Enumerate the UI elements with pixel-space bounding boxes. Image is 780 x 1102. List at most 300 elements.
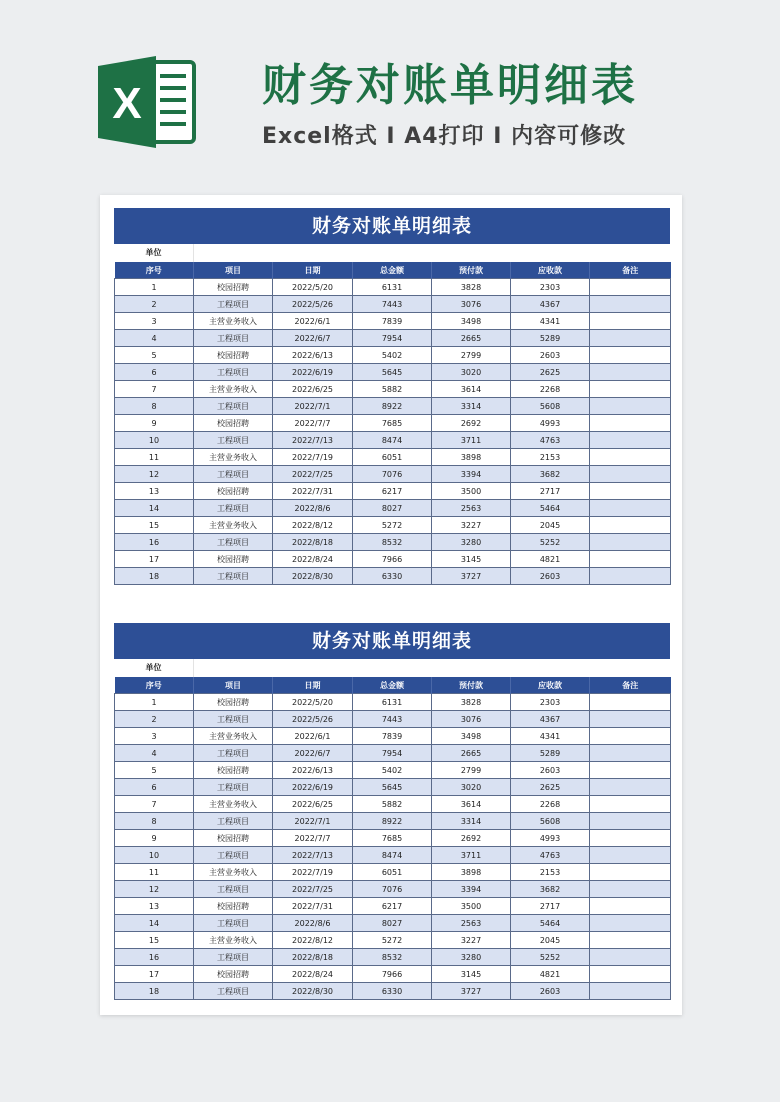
table-cell[interactable]: 3498 (432, 728, 511, 745)
table-cell[interactable]: 2603 (511, 762, 590, 779)
table-cell[interactable]: 2799 (432, 762, 511, 779)
table-cell[interactable] (590, 813, 671, 830)
table-cell[interactable]: 3682 (511, 881, 590, 898)
table-cell[interactable]: 3727 (432, 983, 511, 1000)
table-cell[interactable]: 6217 (353, 898, 432, 915)
column-header[interactable]: 预付款 (432, 677, 511, 694)
table-cell[interactable]: 2022/7/13 (273, 432, 353, 449)
table-cell[interactable]: 7 (115, 796, 194, 813)
table-cell[interactable]: 校园招聘 (194, 762, 273, 779)
table-cell[interactable] (590, 915, 671, 932)
table-cell[interactable]: 3394 (432, 881, 511, 898)
table-cell[interactable]: 12 (115, 466, 194, 483)
table-cell[interactable] (590, 432, 671, 449)
table-cell[interactable]: 5464 (511, 500, 590, 517)
table-cell[interactable]: 校园招聘 (194, 966, 273, 983)
table-cell[interactable]: 工程项目 (194, 949, 273, 966)
table-cell[interactable]: 2022/6/1 (273, 313, 353, 330)
table-cell[interactable]: 2022/6/19 (273, 364, 353, 381)
table-cell[interactable]: 工程项目 (194, 813, 273, 830)
table-cell[interactable]: 工程项目 (194, 330, 273, 347)
table-cell[interactable]: 3500 (432, 483, 511, 500)
table-row (115, 711, 671, 728)
table-cell[interactable]: 8532 (353, 949, 432, 966)
table-cell[interactable]: 2022/5/20 (273, 279, 353, 296)
table-cell[interactable]: 6 (115, 364, 194, 381)
table-cell[interactable]: 2022/7/31 (273, 483, 353, 500)
table-cell[interactable]: 7966 (353, 551, 432, 568)
table-cell[interactable]: 3711 (432, 432, 511, 449)
table-cell[interactable]: 校园招聘 (194, 483, 273, 500)
table-cell[interactable]: 3614 (432, 381, 511, 398)
table-cell[interactable]: 2717 (511, 898, 590, 915)
table-cell[interactable]: 工程项目 (194, 432, 273, 449)
table-cell[interactable] (590, 728, 671, 745)
table-row (115, 694, 671, 711)
table-cell[interactable]: 2665 (432, 330, 511, 347)
table-cell[interactable]: 4341 (511, 313, 590, 330)
table-cell[interactable]: 2268 (511, 796, 590, 813)
table-cell[interactable]: 2022/7/25 (273, 881, 353, 898)
table-cell[interactable]: 校园招聘 (194, 694, 273, 711)
table-cell[interactable]: 17 (115, 966, 194, 983)
table-cell[interactable]: 工程项目 (194, 534, 273, 551)
table-row (115, 966, 671, 983)
table-row (115, 279, 671, 296)
table-cell[interactable]: 5252 (511, 534, 590, 551)
table-cell[interactable]: 2022/7/7 (273, 830, 353, 847)
table-row (115, 517, 671, 534)
table-cell[interactable]: 8027 (353, 915, 432, 932)
table-cell[interactable]: 2022/7/25 (273, 466, 353, 483)
header-row (115, 262, 671, 279)
table-cell[interactable] (590, 711, 671, 728)
table-cell[interactable]: 4 (115, 330, 194, 347)
table-cell[interactable] (590, 313, 671, 330)
column-header[interactable]: 序号 (115, 262, 194, 279)
table-cell[interactable]: 3898 (432, 449, 511, 466)
column-header[interactable]: 项目 (194, 262, 273, 279)
table-cell[interactable]: 5272 (353, 517, 432, 534)
table-cell[interactable] (590, 796, 671, 813)
excel-logo-icon (98, 54, 198, 150)
table-cell[interactable]: 3076 (432, 296, 511, 313)
table-cell[interactable]: 5608 (511, 398, 590, 415)
table-row (115, 347, 671, 364)
table-row (115, 568, 671, 585)
table-cell[interactable]: 4367 (511, 296, 590, 313)
table-cell[interactable] (590, 415, 671, 432)
table-cell[interactable]: 4821 (511, 966, 590, 983)
table-cell[interactable]: 2022/6/1 (273, 728, 353, 745)
table-row (115, 466, 671, 483)
page-header (0, 0, 780, 190)
table-cell[interactable]: 工程项目 (194, 847, 273, 864)
table-cell[interactable]: 6051 (353, 449, 432, 466)
table-cell[interactable] (590, 745, 671, 762)
table-row (115, 796, 671, 813)
table-cell[interactable]: 2692 (432, 830, 511, 847)
table-cell[interactable]: 主营业务收入 (194, 932, 273, 949)
table-cell[interactable] (590, 330, 671, 347)
table-cell[interactable] (590, 762, 671, 779)
table-cell[interactable] (590, 779, 671, 796)
table-cell[interactable]: 2022/6/19 (273, 779, 353, 796)
table-cell[interactable]: 3145 (432, 966, 511, 983)
table-cell[interactable]: 4341 (511, 728, 590, 745)
table-cell[interactable] (590, 279, 671, 296)
table-cell[interactable]: 工程项目 (194, 364, 273, 381)
table-cell[interactable]: 2603 (511, 347, 590, 364)
table-cell[interactable]: 2022/6/25 (273, 796, 353, 813)
table-cell[interactable]: 3 (115, 728, 194, 745)
table-cell[interactable]: 工程项目 (194, 779, 273, 796)
table-cell[interactable] (590, 881, 671, 898)
column-header[interactable]: 项目 (194, 677, 273, 694)
table-cell[interactable]: 13 (115, 483, 194, 500)
table-cell[interactable]: 3076 (432, 711, 511, 728)
table-cell[interactable] (590, 847, 671, 864)
table-cell[interactable]: 工程项目 (194, 881, 273, 898)
table-cell[interactable] (590, 296, 671, 313)
table-cell[interactable]: 5402 (353, 762, 432, 779)
table-cell[interactable]: 5608 (511, 813, 590, 830)
table-cell[interactable]: 校园招聘 (194, 551, 273, 568)
table-cell[interactable]: 2153 (511, 449, 590, 466)
table-cell[interactable]: 2692 (432, 415, 511, 432)
table-cell[interactable]: 8 (115, 398, 194, 415)
table-cell[interactable]: 15 (115, 517, 194, 534)
table-cell[interactable]: 2022/6/7 (273, 330, 353, 347)
table-cell[interactable]: 2022/6/13 (273, 347, 353, 364)
table-cell[interactable]: 工程项目 (194, 568, 273, 585)
table-cell[interactable] (590, 347, 671, 364)
table-cell[interactable] (590, 381, 671, 398)
table-cell[interactable]: 3 (115, 313, 194, 330)
spreadsheet-page (100, 195, 682, 1015)
table-cell[interactable]: 7076 (353, 881, 432, 898)
table-cell[interactable]: 5 (115, 347, 194, 364)
table-cell[interactable]: 3280 (432, 949, 511, 966)
table-cell[interactable] (590, 949, 671, 966)
table-cell[interactable]: 5882 (353, 381, 432, 398)
table-row (115, 745, 671, 762)
table-title: 财务对账单明细表 (114, 623, 670, 659)
table-row (115, 313, 671, 330)
table-cell[interactable]: 8922 (353, 398, 432, 415)
table-cell[interactable]: 2022/6/13 (273, 762, 353, 779)
table-cell[interactable]: 6330 (353, 568, 432, 585)
table-cell[interactable]: 11 (115, 864, 194, 881)
table-cell[interactable]: 2022/5/20 (273, 694, 353, 711)
table-cell[interactable]: 2022/8/6 (273, 915, 353, 932)
table-cell[interactable]: 6051 (353, 864, 432, 881)
column-header[interactable]: 应收款 (511, 262, 590, 279)
table-cell[interactable]: 8 (115, 813, 194, 830)
table-row (115, 296, 671, 313)
table-cell[interactable]: 3145 (432, 551, 511, 568)
table-cell[interactable]: 16 (115, 534, 194, 551)
table-cell[interactable]: 6 (115, 779, 194, 796)
table-cell[interactable]: 7685 (353, 415, 432, 432)
column-header[interactable]: 备注 (590, 262, 671, 279)
table-cell[interactable] (590, 898, 671, 915)
table-cell[interactable]: 5252 (511, 949, 590, 966)
table-cell[interactable]: 2045 (511, 517, 590, 534)
table-cell[interactable]: 7685 (353, 830, 432, 847)
table-cell[interactable]: 3227 (432, 932, 511, 949)
table-cell[interactable]: 7839 (353, 313, 432, 330)
table-row (115, 847, 671, 864)
table-cell[interactable]: 2603 (511, 568, 590, 585)
unit-value-cell[interactable] (193, 244, 670, 262)
table-cell[interactable]: 主营业务收入 (194, 449, 273, 466)
table-cell[interactable]: 工程项目 (194, 915, 273, 932)
table-cell[interactable]: 2022/7/19 (273, 449, 353, 466)
table-cell[interactable]: 10 (115, 432, 194, 449)
table-cell[interactable]: 4763 (511, 847, 590, 864)
column-header[interactable]: 预付款 (432, 262, 511, 279)
table-cell[interactable] (590, 398, 671, 415)
table-cell[interactable]: 主营业务收入 (194, 796, 273, 813)
header-row (115, 677, 671, 694)
table-cell[interactable]: 17 (115, 551, 194, 568)
table-cell[interactable]: 3498 (432, 313, 511, 330)
table-cell[interactable]: 校园招聘 (194, 347, 273, 364)
table-cell[interactable]: 4367 (511, 711, 590, 728)
table-cell[interactable]: 3500 (432, 898, 511, 915)
table-cell[interactable]: 3682 (511, 466, 590, 483)
table-cell[interactable]: 2303 (511, 279, 590, 296)
table-cell[interactable]: 7076 (353, 466, 432, 483)
table-row (115, 881, 671, 898)
table-cell[interactable]: 10 (115, 847, 194, 864)
table-cell[interactable]: 5645 (353, 364, 432, 381)
table-cell[interactable]: 7443 (353, 296, 432, 313)
table-cell[interactable]: 8532 (353, 534, 432, 551)
table-cell[interactable] (590, 517, 671, 534)
table-cell[interactable]: 2022/8/18 (273, 949, 353, 966)
table-cell[interactable]: 5402 (353, 347, 432, 364)
unit-row (114, 659, 670, 677)
unit-label: 单位 (145, 663, 162, 672)
table-cell[interactable]: 13 (115, 898, 194, 915)
table-cell[interactable]: 6131 (353, 694, 432, 711)
table-cell[interactable]: 2022/7/7 (273, 415, 353, 432)
table-cell[interactable]: 2022/8/12 (273, 517, 353, 534)
column-header[interactable]: 应收款 (511, 677, 590, 694)
table-cell[interactable]: 2022/8/24 (273, 551, 353, 568)
table-cell[interactable]: 16 (115, 949, 194, 966)
table-cell[interactable] (590, 983, 671, 1000)
table-cell[interactable]: 3314 (432, 398, 511, 415)
table-cell[interactable]: 3394 (432, 466, 511, 483)
table-cell[interactable]: 1 (115, 279, 194, 296)
table-cell[interactable]: 2022/7/19 (273, 864, 353, 881)
table-cell[interactable]: 2045 (511, 932, 590, 949)
table-cell[interactable] (590, 694, 671, 711)
table-cell[interactable]: 3614 (432, 796, 511, 813)
table-cell[interactable]: 主营业务收入 (194, 313, 273, 330)
table-cell[interactable] (590, 568, 671, 585)
table-cell[interactable]: 2022/8/6 (273, 500, 353, 517)
table-row (115, 728, 671, 745)
table-cell[interactable] (590, 864, 671, 881)
table-cell[interactable]: 7 (115, 381, 194, 398)
table-cell[interactable]: 14 (115, 500, 194, 517)
table-cell[interactable]: 3727 (432, 568, 511, 585)
table-cell[interactable]: 校园招聘 (194, 898, 273, 915)
table-cell[interactable] (590, 364, 671, 381)
table-cell[interactable]: 2022/7/1 (273, 813, 353, 830)
table-cell[interactable]: 5464 (511, 915, 590, 932)
table-cell[interactable]: 2 (115, 711, 194, 728)
column-header[interactable]: 备注 (590, 677, 671, 694)
table-row (115, 932, 671, 949)
table-cell[interactable]: 校园招聘 (194, 830, 273, 847)
table-row (115, 398, 671, 415)
table-cell[interactable]: 15 (115, 932, 194, 949)
table-cell[interactable]: 8474 (353, 432, 432, 449)
table-cell[interactable]: 3280 (432, 534, 511, 551)
table-cell[interactable]: 2665 (432, 745, 511, 762)
table-cell[interactable]: 7839 (353, 728, 432, 745)
table-cell[interactable]: 2022/5/26 (273, 296, 353, 313)
table-cell[interactable] (590, 449, 671, 466)
table-cell[interactable]: 1 (115, 694, 194, 711)
table-cell[interactable]: 工程项目 (194, 398, 273, 415)
table-cell[interactable]: 5289 (511, 330, 590, 347)
table-cell[interactable]: 主营业务收入 (194, 381, 273, 398)
table-cell[interactable]: 14 (115, 915, 194, 932)
table-cell[interactable]: 2563 (432, 915, 511, 932)
table-cell[interactable]: 4 (115, 745, 194, 762)
column-header[interactable]: 总金额 (353, 677, 432, 694)
table-cell[interactable] (590, 551, 671, 568)
table-cell[interactable]: 18 (115, 983, 194, 1000)
table-cell[interactable]: 12 (115, 881, 194, 898)
table-cell[interactable]: 8027 (353, 500, 432, 517)
table-cell[interactable]: 4993 (511, 830, 590, 847)
table-cell[interactable]: 2603 (511, 983, 590, 1000)
unit-value-cell[interactable] (193, 659, 670, 677)
table-cell[interactable]: 4763 (511, 432, 590, 449)
table-cell[interactable]: 3314 (432, 813, 511, 830)
statement-table-2 (114, 623, 670, 1000)
table-cell[interactable]: 2022/7/1 (273, 398, 353, 415)
table-cell[interactable]: 3898 (432, 864, 511, 881)
table-cell[interactable] (590, 500, 671, 517)
table-cell[interactable]: 工程项目 (194, 983, 273, 1000)
table-cell[interactable]: 3711 (432, 847, 511, 864)
column-header[interactable]: 序号 (115, 677, 194, 694)
table-cell[interactable]: 2022/7/13 (273, 847, 353, 864)
table-cell[interactable]: 3828 (432, 279, 511, 296)
table-cell[interactable]: 4821 (511, 551, 590, 568)
table-cell[interactable]: 5882 (353, 796, 432, 813)
table-cell[interactable]: 主营业务收入 (194, 517, 273, 534)
table-cell[interactable]: 2022/8/24 (273, 966, 353, 983)
table-cell[interactable]: 8922 (353, 813, 432, 830)
table-cell[interactable]: 3227 (432, 517, 511, 534)
table-cell[interactable]: 8474 (353, 847, 432, 864)
table-cell[interactable]: 2022/5/26 (273, 711, 353, 728)
table-cell[interactable]: 7443 (353, 711, 432, 728)
table-cell[interactable]: 11 (115, 449, 194, 466)
table-cell[interactable]: 9 (115, 415, 194, 432)
table-cell[interactable]: 工程项目 (194, 296, 273, 313)
table-cell[interactable]: 5272 (353, 932, 432, 949)
table-cell[interactable] (590, 483, 671, 500)
table-cell[interactable] (590, 830, 671, 847)
table-cell[interactable]: 3020 (432, 779, 511, 796)
table-cell[interactable]: 6330 (353, 983, 432, 1000)
table-row (115, 381, 671, 398)
table-cell[interactable]: 工程项目 (194, 711, 273, 728)
table-cell[interactable]: 4993 (511, 415, 590, 432)
table-cell[interactable]: 2625 (511, 364, 590, 381)
column-header[interactable]: 日期 (273, 262, 353, 279)
table-cell[interactable]: 2022/7/31 (273, 898, 353, 915)
table-cell[interactable]: 工程项目 (194, 466, 273, 483)
table-cell[interactable]: 9 (115, 830, 194, 847)
table-cell[interactable]: 校园招聘 (194, 279, 273, 296)
column-header[interactable]: 总金额 (353, 262, 432, 279)
table-cell[interactable]: 2303 (511, 694, 590, 711)
table-cell[interactable]: 工程项目 (194, 745, 273, 762)
table-cell[interactable]: 3828 (432, 694, 511, 711)
table-cell[interactable]: 主营业务收入 (194, 728, 273, 745)
table-cell[interactable]: 5289 (511, 745, 590, 762)
table-cell[interactable]: 2799 (432, 347, 511, 364)
table-cell[interactable]: 2022/6/25 (273, 381, 353, 398)
table-cell[interactable]: 2268 (511, 381, 590, 398)
table-row (115, 415, 671, 432)
table-cell[interactable] (590, 466, 671, 483)
table-cell[interactable]: 2022/8/18 (273, 534, 353, 551)
table-cell[interactable]: 2625 (511, 779, 590, 796)
page-title: 财务对账单明细表 (262, 60, 638, 111)
column-header[interactable]: 日期 (273, 677, 353, 694)
table-cell[interactable]: 5645 (353, 779, 432, 796)
table-row (115, 449, 671, 466)
table-cell[interactable]: 7954 (353, 745, 432, 762)
table-cell[interactable]: 18 (115, 568, 194, 585)
table-cell[interactable]: 2717 (511, 483, 590, 500)
table-cell[interactable]: 校园招聘 (194, 415, 273, 432)
table-cell[interactable]: 3020 (432, 364, 511, 381)
table-cell[interactable] (590, 534, 671, 551)
table-cell[interactable]: 2153 (511, 864, 590, 881)
table-cell[interactable]: 2022/8/12 (273, 932, 353, 949)
table-cell[interactable]: 2022/8/30 (273, 983, 353, 1000)
table-cell[interactable]: 7966 (353, 966, 432, 983)
table-row (115, 915, 671, 932)
table-cell[interactable] (590, 932, 671, 949)
table-cell[interactable]: 2563 (432, 500, 511, 517)
table-cell[interactable]: 2 (115, 296, 194, 313)
table-cell[interactable]: 工程项目 (194, 500, 273, 517)
table-cell[interactable]: 6131 (353, 279, 432, 296)
table-cell[interactable] (590, 966, 671, 983)
table-cell[interactable]: 主营业务收入 (194, 864, 273, 881)
table-cell[interactable]: 2022/6/7 (273, 745, 353, 762)
table-cell[interactable]: 7954 (353, 330, 432, 347)
table-row (115, 779, 671, 796)
table-cell[interactable]: 6217 (353, 483, 432, 500)
table-cell[interactable]: 5 (115, 762, 194, 779)
table-cell[interactable]: 2022/8/30 (273, 568, 353, 585)
